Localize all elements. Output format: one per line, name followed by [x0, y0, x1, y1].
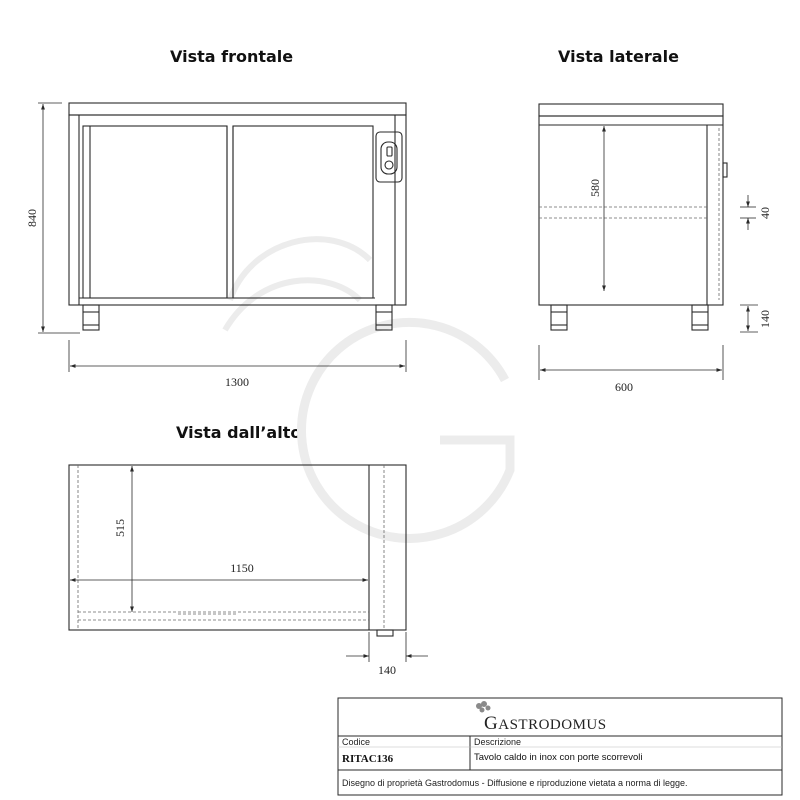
- watermark-logo: [225, 239, 510, 538]
- side-top-plate: [539, 104, 723, 116]
- top-hidden-lines: [78, 465, 384, 630]
- description-label: Descrizione: [474, 737, 522, 747]
- side-view: [539, 104, 727, 330]
- dim-front-height: 840: [25, 209, 39, 227]
- side-view-title: Vista laterale: [558, 47, 679, 66]
- side-hidden-lines: [539, 128, 719, 300]
- dim-front-width: 1300: [225, 375, 249, 389]
- title-block-footer: Disegno di proprietà Gastrodomus - Diffusione e riproduzione vietata a norma di legge.: [342, 778, 688, 788]
- front-top-plate: [69, 103, 406, 115]
- front-dimensions: [38, 103, 406, 372]
- dim-top-depth: 515: [113, 519, 127, 537]
- code-value: RITAC136: [342, 753, 394, 765]
- dim-side-shelf: 40: [758, 207, 772, 219]
- side-foot-right: [692, 305, 708, 330]
- description-value: Tavolo caldo in inox con porte scorrevoli: [474, 752, 643, 763]
- dim-top-width: 1150: [230, 561, 254, 575]
- dim-side-feet: 140: [758, 310, 772, 328]
- brand-logo-icon: [476, 701, 491, 713]
- dim-top-offset: 140: [378, 663, 396, 677]
- side-dimensions: [539, 126, 758, 380]
- front-sliding-door-right: [233, 126, 373, 298]
- front-view-title: Vista frontale: [170, 47, 294, 66]
- brand-name: GASTRODOMUS: [484, 713, 607, 734]
- side-foot-left: [551, 305, 567, 330]
- dim-side-depth: 600: [615, 380, 633, 394]
- top-control-knob: [377, 630, 393, 636]
- code-label: Codice: [342, 737, 371, 747]
- top-view-title: Vista dall’alto: [176, 423, 302, 442]
- front-foot-left: [83, 305, 99, 330]
- side-body: [539, 116, 723, 305]
- front-sliding-door-left: [83, 126, 227, 298]
- top-view: [69, 465, 406, 636]
- top-outline: [69, 465, 406, 630]
- front-body: [69, 115, 406, 305]
- dim-side-inner-height: 580: [588, 179, 602, 197]
